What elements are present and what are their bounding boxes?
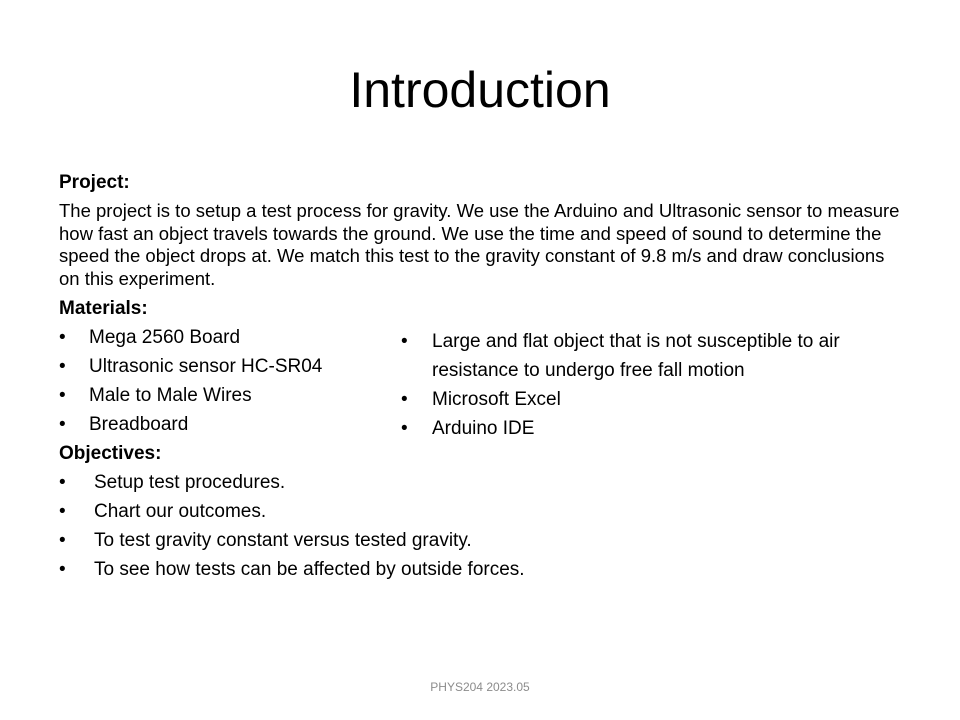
bullet-icon: • [59,559,66,580]
list-item [59,468,759,497]
bullet-icon: • [59,530,66,551]
list-item-text: Male to Male Wires [89,385,252,406]
bullet-icon: • [401,418,408,439]
bullet-icon: • [59,414,66,435]
list-item-text: Arduino IDE [432,418,535,439]
bullet-icon: • [59,472,66,493]
bullet-icon: • [59,356,66,377]
materials-heading: Materials: [59,298,148,319]
list-item [59,381,322,410]
list-item [401,385,921,414]
list-item [59,526,759,555]
project-description: The project is to setup a test process for gravity. We use the Arduino and Ultrasonic sensor to measure how fast an object travels towards the ground. We use the time and speed of sound to determine the speed the object drops at. We match this test to the gravity constant of 9.8 m/s and draw conclusions on this experiment. [59,200,900,289]
footer-text: PHYS204 2023.05 [430,680,530,694]
list-item-text: To test gravity constant versus tested gravity. [94,530,472,551]
list-item-text: Chart our outcomes. [94,501,267,522]
list-item-text: Ultrasonic sensor HC-SR04 [89,356,323,377]
list-item [401,414,921,443]
objectives-list [59,468,759,584]
slide-title: Introduction [349,62,611,118]
objectives-heading: Objectives: [59,443,162,464]
list-item-text: Breadboard [89,414,189,435]
materials-list-left [59,323,322,439]
bullet-icon: • [401,389,408,410]
list-item-text: Large and flat object that is not susceptible to air resistance to undergo free fall motion [432,331,840,381]
list-item-text: Microsoft Excel [432,389,561,410]
list-item [59,555,759,584]
bullet-icon: • [59,327,66,348]
bullet-icon: • [401,331,408,352]
list-item [59,410,322,439]
bullet-icon: • [59,501,66,522]
list-item-text: To see how tests can be affected by outside forces. [94,559,525,580]
list-item [59,352,322,381]
list-item-text: Mega 2560 Board [89,327,241,348]
materials-list-right [401,327,921,443]
list-item [59,497,759,526]
project-heading: Project: [59,172,130,193]
list-item [59,323,322,352]
list-item-text: Setup test procedures. [94,472,286,493]
bullet-icon: • [59,385,66,406]
list-item [401,327,921,385]
